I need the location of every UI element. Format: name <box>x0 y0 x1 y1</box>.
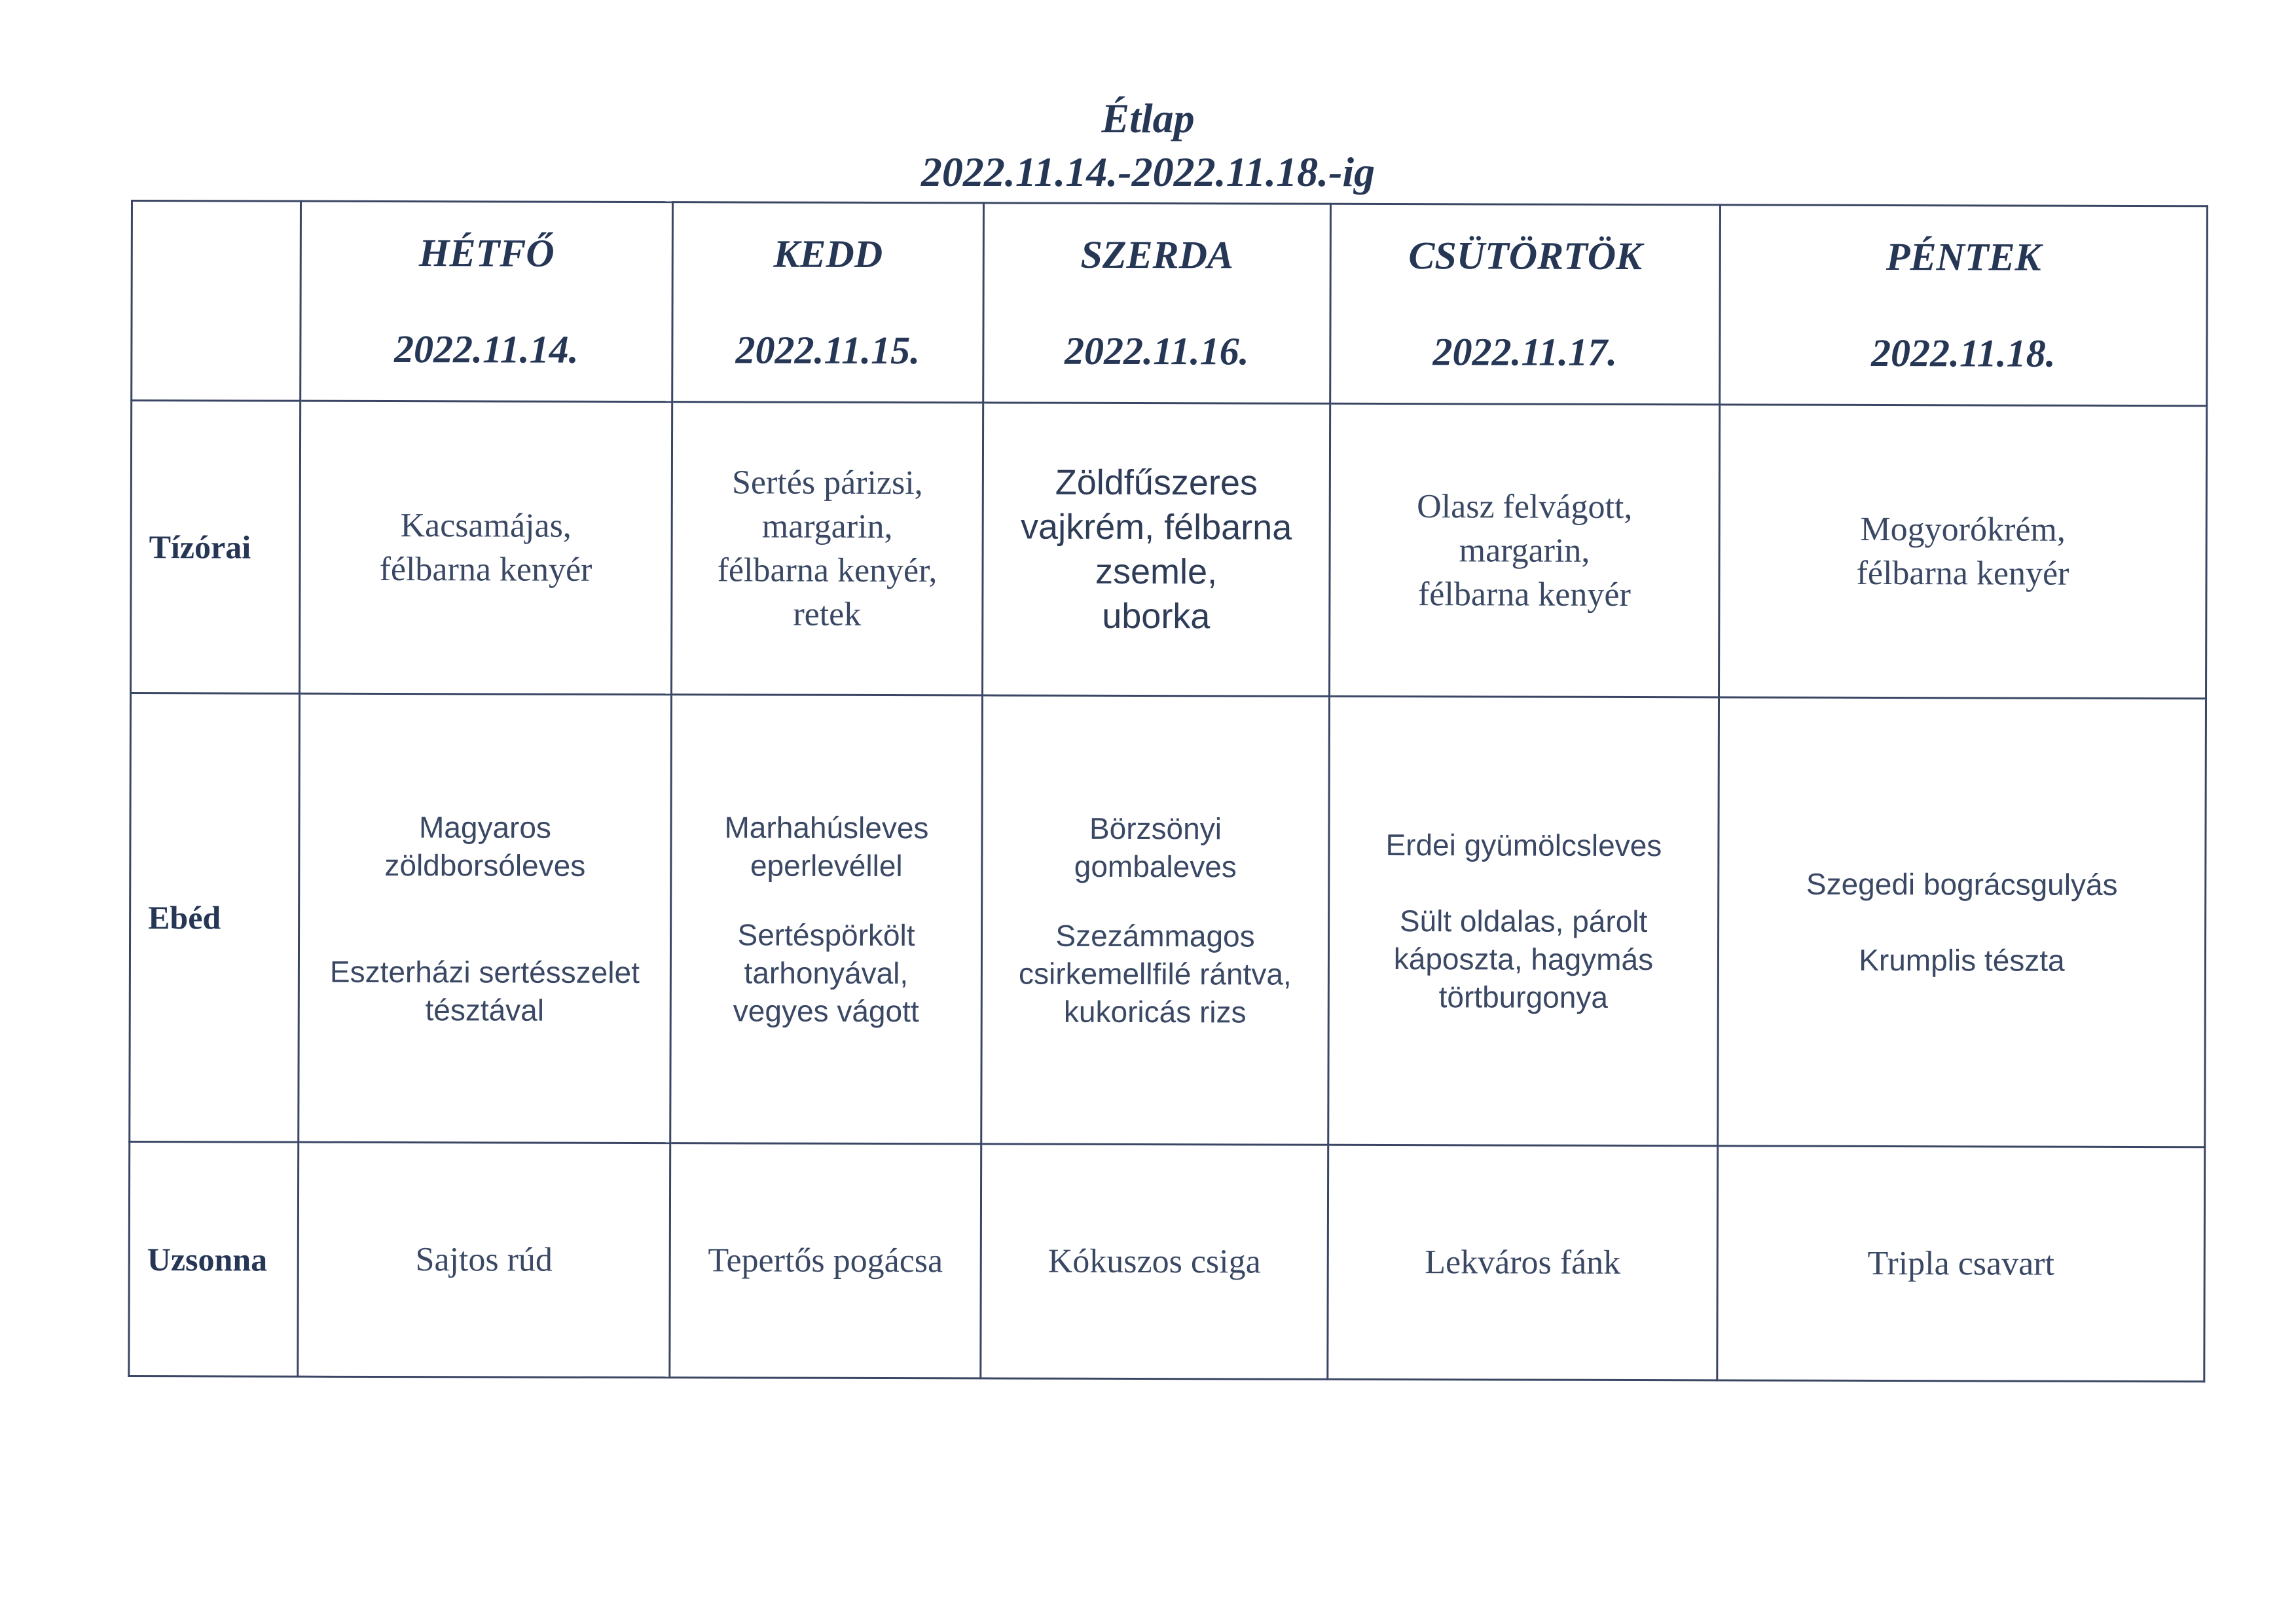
soup-line: Magyaros <box>418 809 552 845</box>
soup-line: eperlevéllel <box>750 848 903 883</box>
main-dish-line: vegyes vágott <box>733 993 919 1029</box>
day-name: KEDD <box>773 232 883 276</box>
main-dish-line: tarhonyával, <box>744 955 909 991</box>
corner-cell <box>132 201 301 401</box>
ebed-cell-wednesday <box>981 695 1330 1145</box>
day-date: 2022.11.16. <box>1064 329 1249 373</box>
menu-line: uborka <box>1102 596 1211 637</box>
soup-line: Szegedi bográcsgulyás <box>1806 866 2118 902</box>
soup-line: Börzsönyi <box>1089 811 1222 846</box>
menu-line: félbarna kenyér <box>1856 554 2069 593</box>
main-dish-line: tésztával <box>425 992 545 1027</box>
menu-line: retek <box>793 595 862 633</box>
menu-table <box>128 200 2208 1382</box>
table-row-ebed <box>130 693 2206 1147</box>
day-header-tuesday <box>672 202 984 403</box>
menu-line: félbarna kenyér <box>379 550 592 589</box>
day-header-friday <box>1720 205 2208 406</box>
row-label-tizorai: Tízórai <box>131 401 301 694</box>
tizorai-cell-friday <box>1719 405 2207 699</box>
menu-line: zsemle, <box>1095 551 1218 592</box>
day-date: 2022.11.14. <box>393 327 579 371</box>
uzsonna-cell-wednesday: Kókuszos csiga <box>981 1144 1328 1379</box>
row-label-uzsonna: Uzsonna <box>129 1141 299 1376</box>
soup-line: Marhahúsleves <box>724 810 929 845</box>
day-name: HÉTFŐ <box>418 231 555 275</box>
tizorai-cell-tuesday <box>672 402 983 695</box>
table-row-uzsonna <box>129 1141 2205 1381</box>
uzsonna-cell-monday: Sajtos rúd <box>298 1142 670 1377</box>
table-row-tizorai <box>131 401 2207 699</box>
ebed-cell-friday <box>1718 697 2206 1147</box>
tizorai-cell-thursday <box>1330 403 1720 697</box>
menu-line: félbarna kenyér, <box>717 551 938 590</box>
row-label-ebed: Ebéd <box>130 693 300 1143</box>
uzsonna-cell-thursday: Lekváros fánk <box>1328 1145 1718 1380</box>
soup-line: zöldborsóleves <box>384 847 586 883</box>
uzsonna-cell-friday: Tripla csavart <box>1717 1146 2205 1382</box>
ebed-cell-monday <box>299 693 672 1143</box>
main-dish-line: Sült oldalas, párolt <box>1399 904 1648 939</box>
main-dish-line: Krumplis tészta <box>1859 942 2065 978</box>
tizorai-cell-wednesday <box>983 403 1330 696</box>
menu-sheet <box>128 200 2206 1380</box>
day-name: PÉNTEK <box>1886 235 2041 279</box>
main-dish-line: Sertéspörkölt <box>737 917 915 953</box>
menu-line: Sertés párizsi, <box>731 464 923 502</box>
tizorai-cell-monday <box>300 401 672 694</box>
menu-line: margarin, <box>1459 531 1590 570</box>
main-dish-line: csirkemellfilé rántva, <box>1018 956 1292 991</box>
ebed-cell-thursday <box>1328 696 1719 1146</box>
day-header-thursday <box>1330 204 1721 405</box>
day-date: 2022.11.18. <box>1870 331 2056 375</box>
soup-line: gombaleves <box>1074 849 1237 884</box>
menu-line: Kacsamájas, <box>400 507 572 545</box>
main-dish-line: Eszterházi sertésszelet <box>329 954 640 989</box>
day-name: CSÜTÖRTÖK <box>1408 234 1643 278</box>
menu-title-text: Étlap <box>1101 95 1195 141</box>
menu-title <box>0 92 2296 199</box>
soup-line: Erdei gyümölcsleves <box>1385 828 1662 863</box>
menu-line: Mogyorókrém, <box>1860 510 2066 549</box>
ebed-cell-tuesday <box>670 695 983 1144</box>
day-header-wednesday <box>983 203 1331 403</box>
menu-line: félbarna kenyér <box>1417 575 1631 614</box>
uzsonna-cell-tuesday: Tepertős pogácsa <box>670 1143 981 1378</box>
table-header-row <box>132 201 2208 406</box>
menu-line: margarin, <box>761 507 893 546</box>
main-dish-line: Szezámmagos <box>1055 918 1255 953</box>
menu-line: Zöldfűszeres <box>1055 462 1258 503</box>
menu-line: vajkrém, félbarna <box>1021 507 1292 547</box>
menu-line: Olasz felvágott, <box>1417 487 1633 526</box>
main-dish-line: kukoricás rizs <box>1063 994 1247 1029</box>
menu-date-range: 2022.11.14.-2022.11.18.-ig <box>920 149 1376 195</box>
day-date: 2022.11.17. <box>1432 330 1618 374</box>
day-header-monday <box>301 201 673 401</box>
day-date: 2022.11.15. <box>735 328 920 373</box>
main-dish-line: káposzta, hagymás <box>1393 942 1654 977</box>
main-dish-line: törtburgonya <box>1438 980 1609 1014</box>
day-name: SZERDA <box>1080 232 1234 277</box>
